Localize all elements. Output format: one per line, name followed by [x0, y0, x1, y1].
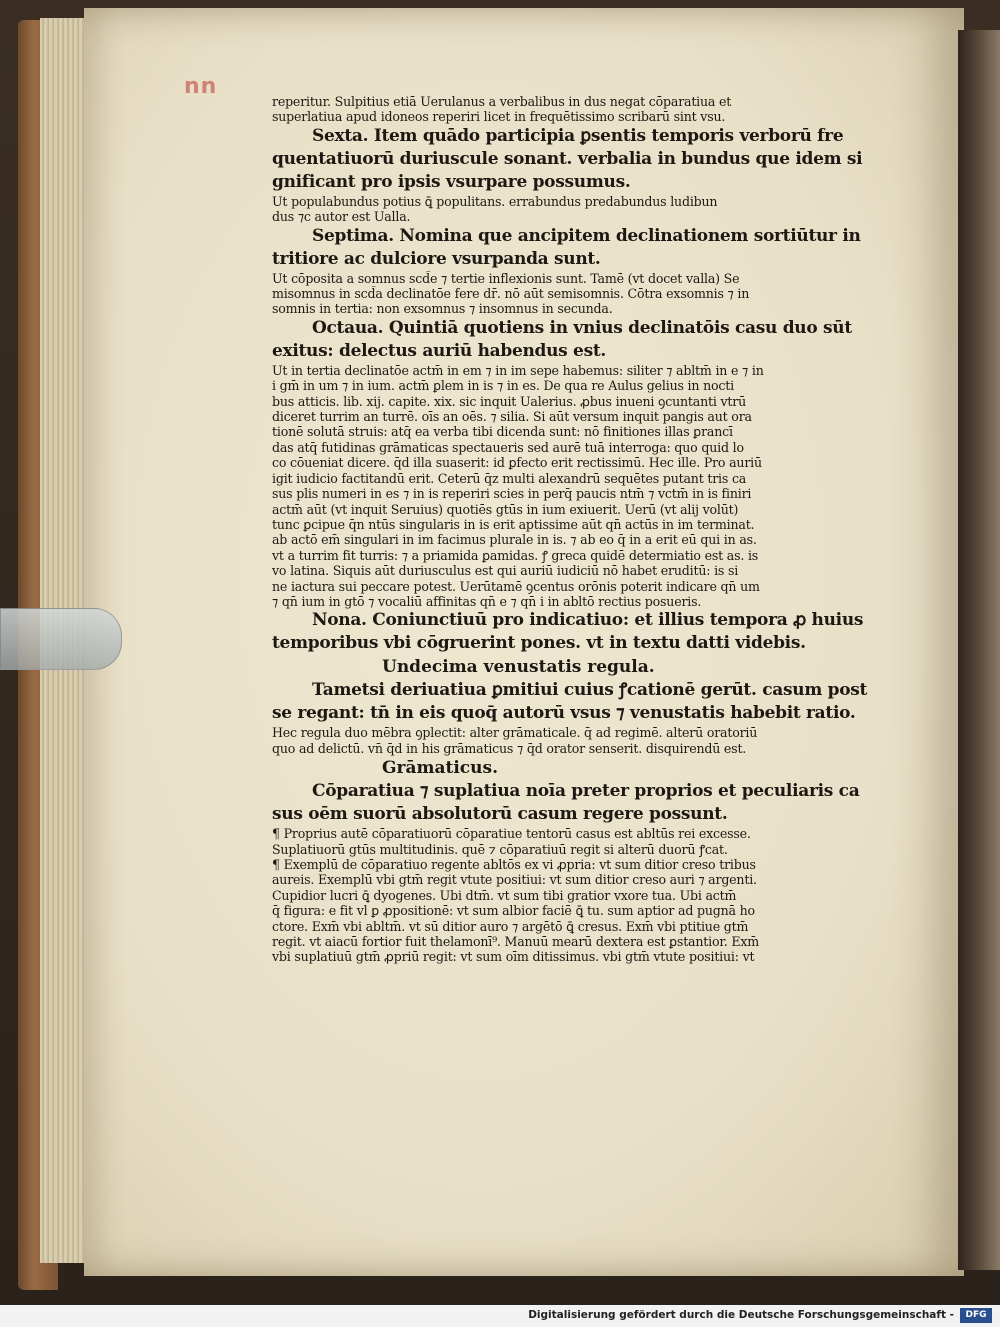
text-line: ctore. Exm̄ vbi abltm̄. vt sū ditior auro ⁊ argētō ꝗ̄ cresus. Exm̄ vbi ptitiue gtm̄: [272, 918, 749, 934]
text-line: Nona. Coniunctiuū pro indicatiuo: et illius tempora ꝓ huius: [312, 610, 864, 631]
text-line: Undecima venustatis regula.: [382, 657, 655, 678]
text-line: vo latina. Siquis aūt duriusculus est qui auriū iudiciū nō habet eruditū: is si: [272, 563, 739, 579]
text-line: co cōueniat dicere. q̄d illa suaserit: id ꝑfecto erit rectissimū. Hec ille. Pro auriū: [272, 455, 762, 471]
text-line: ¶ Proprius autē cōparatiuorū cōparatiue tentorū casus est abltūs rei excesse.: [272, 826, 751, 842]
text-line: Ut cōposita a somnus scd̄e ⁊ tertie inflexionis sunt. Tamē (vt docet valla) Se: [272, 270, 740, 286]
text-line: ne iactura sui peccare potest. Uerūtamē ꝯcentus orōnis poterit indicare qn̄ um: [272, 578, 760, 594]
text-line: Cōparatiua ⁊ suplatiua noīa preter proprios et peculiaris ca: [312, 781, 860, 802]
text-line: misomnus in scd̄a declinatōe fere dr̄. nō aūt semisomnis. Cōtra exsomnis ⁊ in: [272, 286, 750, 302]
text-line: regit. vt aiacū fortior fuit thelamonī⁹. Manuū mearū dextera est ꝑstantior. Exm̄: [272, 934, 760, 949]
book-gutter: [958, 30, 1000, 1270]
footer-bar: [0, 1305, 1000, 1327]
text-line: diceret turrim an turrē. oīs an oēs. ⁊ silia. Si aūt versum inquit pangis aut ora: [272, 409, 752, 425]
text-line: tionē solutā struis: atq̄ ea verba tibi dicenda sunt: nō finitiones illas ꝑrancī: [272, 424, 733, 440]
text-line: Grāmaticus.: [382, 758, 499, 779]
text-line: actm̄ aūt (vt inquit Seruius) quotiēs gtūs in ium exiuerit. Uerū (vt alij volūt): [272, 501, 739, 517]
text-line: Suplatiuorū gtūs multitudinis. quē ⁊ cōparatiuū regit si alterū duorū ꝭcat.: [272, 841, 728, 857]
text-line: ⁊ qn̄ ium in gtō ⁊ vocaliū affinitas qn̄ e ⁊ qn̄ i in abltō rectius posueris.: [272, 593, 702, 609]
text-line: gnificant pro ipsis vsurpare possumus.: [272, 171, 631, 192]
bookmark-strip: [0, 608, 122, 670]
text-line: tunc ꝑcipue q̄n ntūs singularis in is erit aptissime aūt qn̄ actūs in im terminat.: [272, 516, 755, 532]
text-line: vbi suplatiuū gtm̄ ꝓpriū regit: vt sum oīm ditissimus. vbi gtm̄ vtute positiui: vt: [272, 949, 755, 965]
text-line: se regant: tn̄ in eis quoq̄ autorū vsus ⁊ venustatis habebit ratio.: [272, 703, 856, 724]
text-line: dus ⁊c autor est Ualla.: [272, 209, 411, 225]
page-text: [272, 94, 898, 965]
text-line: igit iudicio factitandū erit. Ceterū q̄z multi alexandrū sequētes putant tris ca: [272, 470, 747, 486]
text-line: aureis. Exemplū vbi gtm̄ regit vtute positiui: vt sum ditior creso auri ⁊ argenti.: [272, 872, 757, 888]
text-line: sus plis numeri in es ⁊ in is reperiri scies in perq̄ paucis ntm̄ ⁊ vctm̄ in is finiri: [272, 486, 752, 502]
text-line: Tametsi deriuatiua ꝑmitiui cuius ꝭcationē gerūt. casum post: [312, 680, 868, 701]
text-line: bus atticis. lib. xij. capite. xix. sic inquit Ualerius. ꝓbus inueni ꝯcuntanti vtrū: [272, 393, 746, 409]
text-line: tritiore ac dulciore vsurpanda sunt.: [272, 248, 601, 269]
text-line: ab actō em̄ singulari in im facimus plurale in is. ⁊ ab eo q̄ in a erit eū qui in as.: [272, 532, 757, 548]
text-line: vt a turrim fit turris: ⁊ a priamida ꝑamidas. ꝭ greca quidē determiatio est as. is: [272, 547, 759, 563]
text-line: Ut in tertia declinatōe actm̄ in em ⁊ in im sepe habemus: siliter ⁊ abltm̄ in e ⁊ in: [272, 362, 764, 378]
text-line: quentatiuorū duriuscule sonant. verbalia in bundus que idem si: [272, 148, 863, 169]
text-line: das atq̄ futidinas grāmaticas spectaueris sed aurē tuā interroga: quo quid lo: [272, 439, 744, 455]
text-line: Ut populabundus potius ꝗ̄ populitans. errabundus predabundus ludibun: [272, 193, 718, 209]
dfg-logo: DFG: [960, 1308, 992, 1323]
text-line: quo ad delictū. vn̄ q̄d in his grāmaticus ⁊ q̄d orator senserit. disquirendū est.: [272, 740, 747, 756]
text-line: Hec regula duo mēbra ꝯplectit: alter grāmaticale. q̄ ad regimē. alterū oratoriū: [272, 725, 758, 741]
folio-mark: nn: [184, 74, 218, 99]
footer-credit: Digitalisierung gefördert durch die Deutsche Forschungsgemeinschaft -: [528, 1309, 954, 1321]
text-line: ¶ Exemplū de cōparatiuo regente abltōs ex vi ꝓpria: vt sum ditior creso tribus: [272, 856, 756, 872]
text-line: i gm̄ in um ⁊ in ium. actm̄ ꝑlem in is ⁊ in es. De qua re Aulus gelius in nocti: [272, 378, 734, 394]
text-line: somnis in tertia: non exsomnus ⁊ insomnus in secunda.: [272, 301, 613, 317]
text-line: temporibus vbi cōgruerint pones. vt in textu datti videbis.: [272, 633, 806, 654]
text-line: sus oēm suorū absolutorū casum regere possunt.: [272, 804, 728, 825]
text-line: Sexta. Item quādo participia ꝑsentis temporis verborū fre: [312, 125, 844, 146]
text-line: Octaua. Quintiā quotiens in vnius declinatōis casu duo sūt: [312, 317, 852, 338]
text-line: exitus: delectus auriū habendus est.: [272, 340, 607, 361]
text-line: q̄ figura: e fit vl ꝑ ꝓpositionē: vt sum albior faciē ꝗ̄ tu. sum aptior ad pugnā ho: [272, 903, 755, 919]
text-line: Septima. Nomina que ancipitem declinationem sortiūtur in: [312, 225, 861, 246]
text-line: Cupidior lucri ꝗ̄ dyogenes. Ubi dtm̄. vt sum tibi gratior vxore tua. Ubi actm̄: [272, 887, 737, 903]
text-line: superlatiua apud idoneos reperiri licet in frequētissimo scribarū sint vsu.: [272, 109, 726, 125]
text-line: reperitur. Sulpitius etiā Uerulanus a verbalibus in dus negat cōparatiua et: [272, 94, 732, 109]
